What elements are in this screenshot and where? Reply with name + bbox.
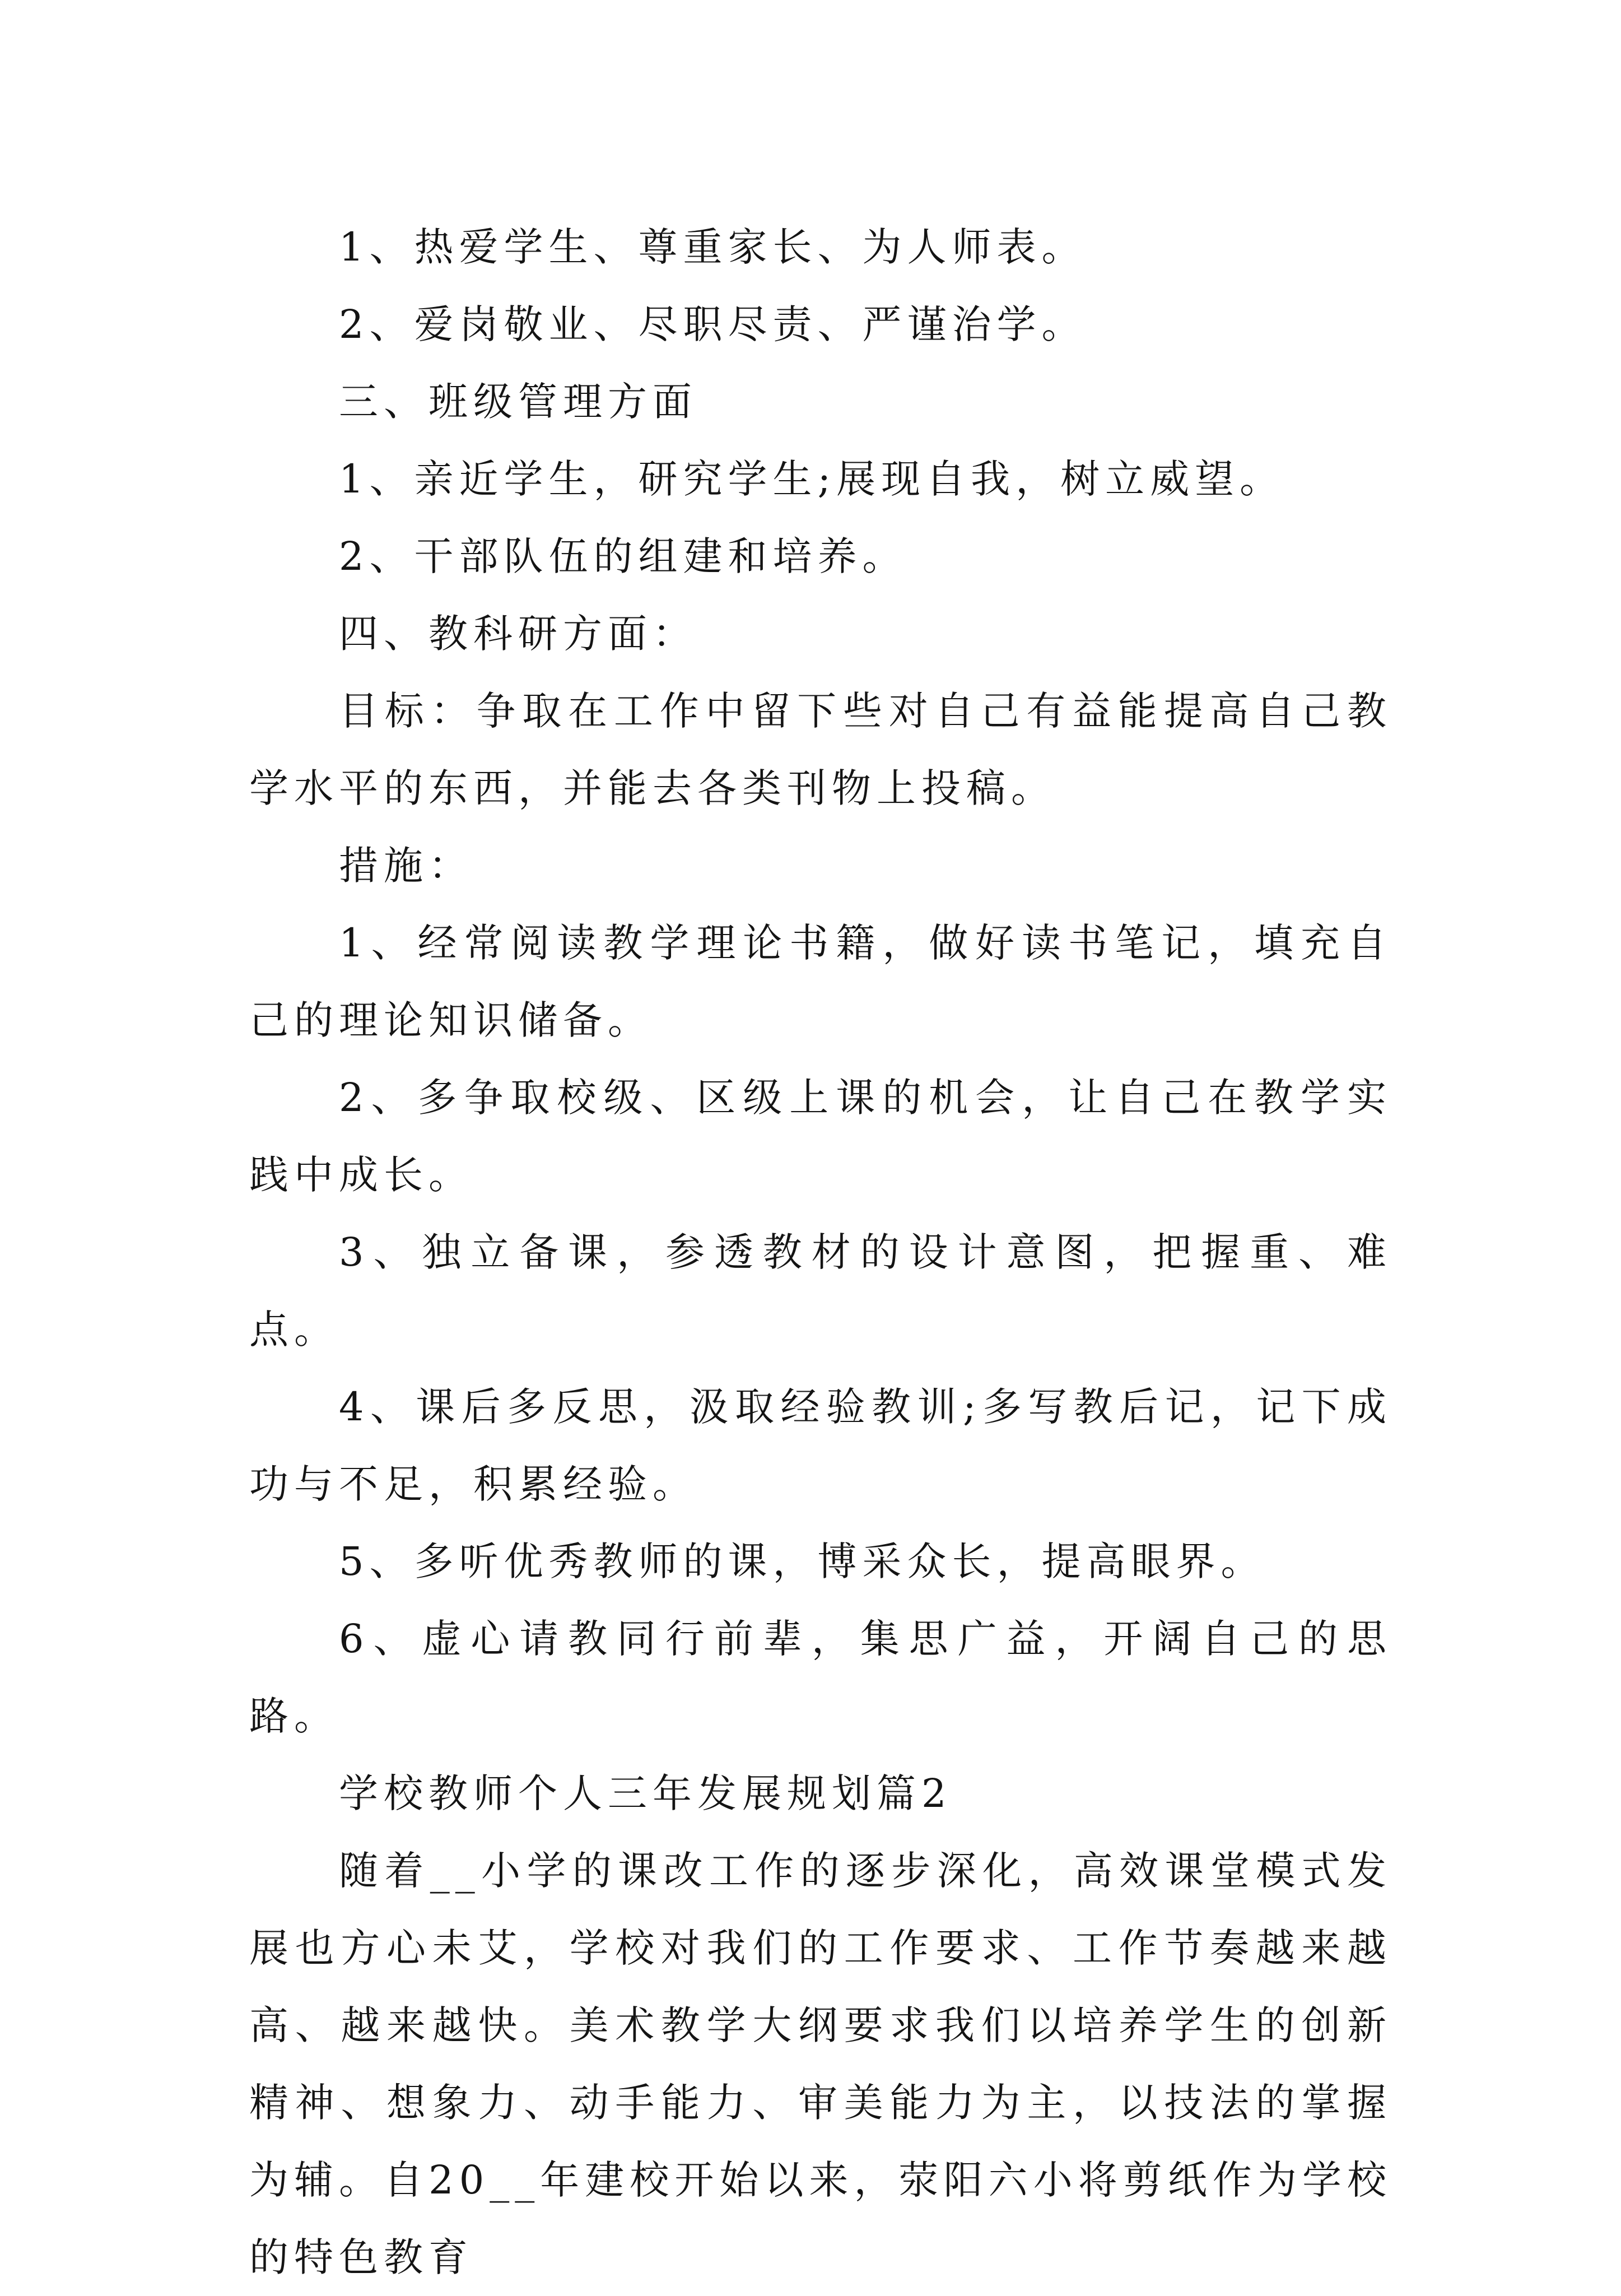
paragraph-measure-1: 1、经常阅读教学理论书籍，做好读书笔记，填充自己的理论知识储备。	[249, 920, 1392, 1043]
paragraph-measure-4: 4、课后多反思，汲取经验教训;多写教后记，记下成功与不足，积累经验。	[249, 1384, 1392, 1507]
paragraph-measure-6: 6、虚心请教同行前辈，集思广益，开阔自己的思路。	[249, 1616, 1392, 1739]
paragraph-curriculum-reform: 随着__小学的课改工作的逐步深化，高效课堂模式发展也方心未艾，学校对我们的工作要求、工作节奏越来越高、越来越快。美术教学大纲要求我们以培养学生的创新精神、想象力、动手能力、审美能力为主，以技法的掌握为辅。自20__年建校开始以来，荥阳六小将剪纸作为学校的特色教育	[249, 1848, 1392, 2280]
paragraph-research-goal: 目标：争取在工作中留下些对自己有益能提高自己教学水平的东西，并能去各类刊物上投稿。	[249, 688, 1392, 811]
article-title-part-2: 学校教师个人三年发展规划篇2	[339, 1770, 952, 1816]
paragraph-cadre-team: 2、干部队伍的组建和培养。	[339, 533, 907, 579]
paragraph-measure-2: 2、多争取校级、区级上课的机会，让自己在教学实践中成长。	[249, 1075, 1392, 1198]
paragraph-dedication: 2、爱岗敬业、尽职尽责、严谨治学。	[339, 301, 1087, 347]
paragraph-measures-heading: 措施：	[339, 843, 473, 889]
section-heading-research: 四、教科研方面：	[339, 611, 697, 657]
paragraph-approach-students: 1、亲近学生，研究学生;展现自我，树立威望。	[339, 456, 1285, 502]
paragraph-measure-5: 5、多听优秀教师的课，博采众长，提高眼界。	[339, 1539, 1266, 1584]
document-body	[249, 208, 1392, 2296]
paragraph-love-students: 1、热爱学生、尊重家长、为人师表。	[339, 224, 1087, 270]
paragraph-measure-3: 3、独立备课，参透教材的设计意图，把握重、难点。	[249, 1229, 1392, 1352]
section-heading-class-management: 三、班级管理方面	[339, 379, 697, 425]
